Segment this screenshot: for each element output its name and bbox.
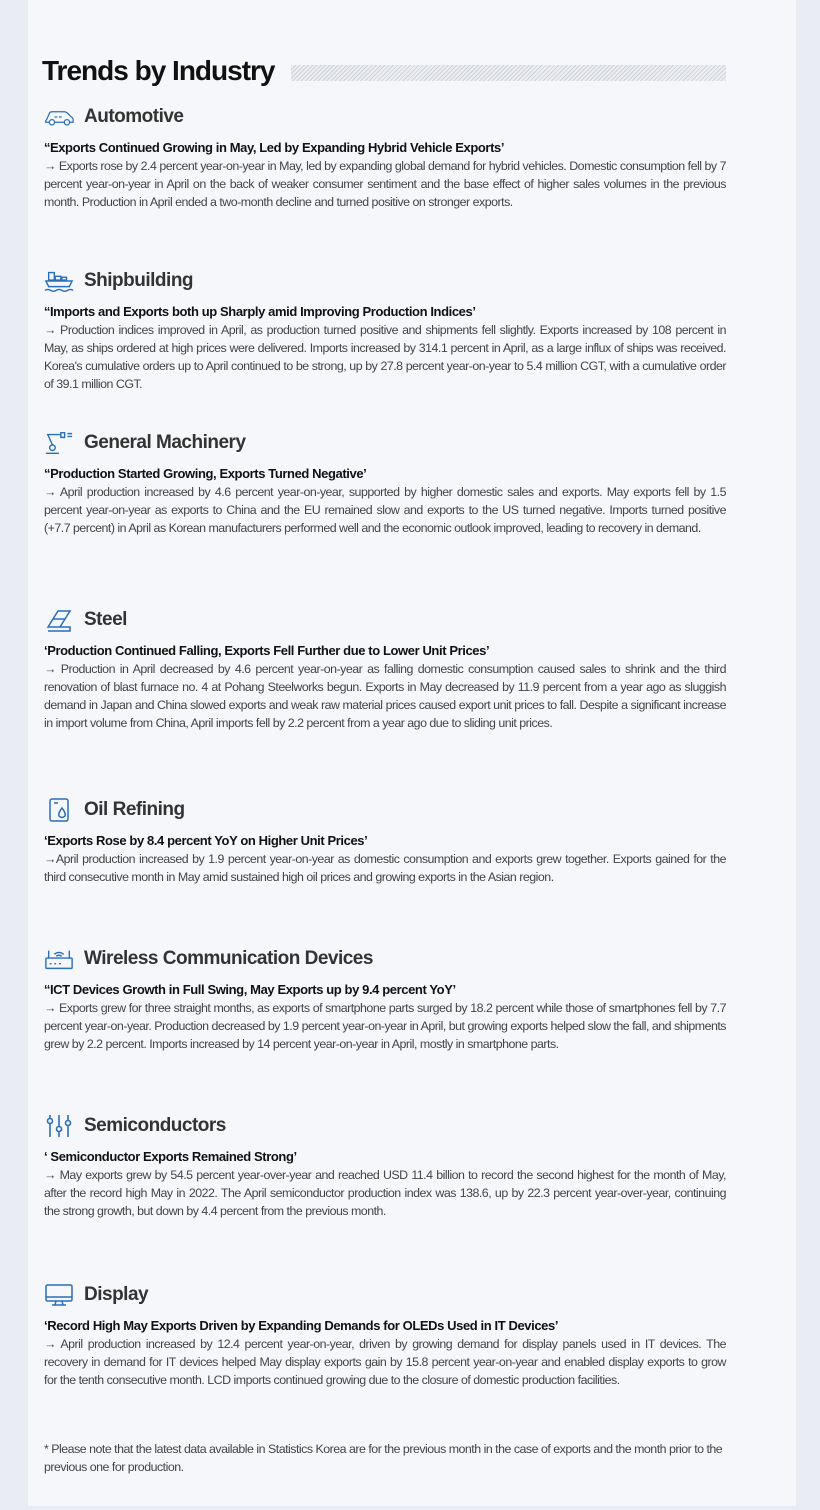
section-steel bbox=[44, 606, 726, 732]
section-subtitle: ‘Exports Rose by 8.4 percent YoY on Higher Unit Prices’ bbox=[44, 833, 368, 848]
section-subtitle: “Production Started Growing, Exports Turned Negative’ bbox=[44, 466, 367, 481]
section-header bbox=[44, 267, 726, 295]
section-body: →April production increased by 1.9 percent year-on-year as domestic consumption and exports grew together. Exports gained for the third consecutive month in May amid sustained high oil prices and growing exports in the Asian region. bbox=[44, 852, 726, 884]
section-title: Steel bbox=[84, 609, 127, 630]
section-body: → Production in April decreased by 4.6 percent year-on-year as falling domestic consumption caused sales to shrink and the third renovation of blast furnace no. 4 at Pohang Steelworks begun. Exports in May decreased by 11.9 percent from a year ago as sluggish demand in Japan and China slowed exports and weak raw material prices caused export unit prices to fall. Despite a significant increase in import volume from China, April imports fell by 2.2 percent from a year ago due to sliding unit prices. bbox=[44, 662, 726, 730]
section-title: Oil Refining bbox=[84, 799, 185, 820]
section-body: → Production indices improved in April, as production turned positive and shipments fell slightly. Exports increased by 108 percent in May, as ships ordered at high prices were delivered. Imports increased by 314.1 percent in April, as a large influx of ships was received. Korea's cumulative orders up to April continued to be strong, up by 27.8 percent year-on-year to 5.4 million CGT, with a cumulative order of 39.1 million CGT. bbox=[44, 323, 726, 391]
section-title: Automotive bbox=[84, 106, 184, 127]
section-header bbox=[44, 1112, 726, 1140]
section-title: Semiconductors bbox=[84, 1115, 226, 1136]
section-body: → April production increased by 12.4 percent year-on-year, driven by growing demand for display panels used in IT devices. The recovery in demand for IT devices helped May display exports gain by 15.8 percent year-on-year and enabled display exports to grow for the tenth consecutive month. LCD imports continued growing due to the closure of domestic production facilities. bbox=[44, 1337, 726, 1387]
section-wireless-devices bbox=[44, 945, 726, 1053]
section-semiconductors bbox=[44, 1112, 726, 1220]
section-title: Display bbox=[84, 1284, 149, 1305]
section-oil-refining bbox=[44, 796, 726, 886]
section-header bbox=[44, 796, 726, 824]
footnote: * Please note that the latest data available in Statistics Korea are for the previous month in the case of exports and the month prior to the previous one for production. bbox=[44, 1442, 723, 1474]
car-icon bbox=[44, 103, 76, 131]
section-header bbox=[44, 1281, 726, 1309]
section-body: → April production increased by 4.6 percent year-on-year, supported by higher domestic sales and exports. May exports fell by 1.5 percent year-on-year as exports to China and the EU remained slow and exports to the US turned negative. Imports turned positive (+7.7 percent) in April as Korean manufacturers performed well and the economic outlook improved, leading to recovery in demand. bbox=[44, 485, 726, 535]
section-subtitle: ‘‘Imports and Exports both up Sharply amid Improving Production Indices’ bbox=[44, 304, 476, 319]
section-header bbox=[44, 429, 726, 457]
section-subtitle: ‘Record High May Exports Driven by Expanding Demands for OLEDs Used in IT Devices’ bbox=[44, 1318, 559, 1333]
router-icon bbox=[44, 945, 76, 973]
section-automotive bbox=[44, 103, 726, 211]
monitor-icon bbox=[44, 1281, 76, 1309]
section-header bbox=[44, 945, 726, 973]
section-display bbox=[44, 1281, 726, 1389]
section-general-machinery bbox=[44, 429, 726, 537]
section-body: → Exports rose by 2.4 percent year-on-year in May, led by expanding global demand for hybrid vehicles. Domestic consumption fell by 7 percent year-on-year in April on the back of weaker consumer sentiment and the base effect of higher sales volumes in the previous month. Production in April ended a two-month decline and turned positive on stronger exports. bbox=[44, 159, 726, 209]
section-header bbox=[44, 103, 726, 131]
section-title: Wireless Communication Devices bbox=[84, 948, 373, 969]
steel-beam-icon bbox=[44, 606, 76, 634]
page-title: Trends by Industry bbox=[42, 55, 275, 86]
section-title: General Machinery bbox=[84, 432, 246, 453]
ship-icon bbox=[44, 267, 76, 295]
title-hatch-decoration bbox=[291, 65, 727, 81]
section-subtitle: ‘‘Exports Continued Growing in May, Led by Expanding Hybrid Vehicle Exports’ bbox=[44, 140, 505, 155]
semiconductor-icon bbox=[44, 1112, 76, 1140]
section-title: Shipbuilding bbox=[84, 270, 194, 291]
section-subtitle: ‘ Semiconductor Exports Remained Strong’ bbox=[44, 1149, 297, 1164]
section-subtitle: ‘‘ICT Devices Growth in Full Swing, May Exports up by 9.4 percent YoY’ bbox=[44, 982, 456, 997]
oil-can-icon bbox=[44, 796, 76, 824]
section-header bbox=[44, 606, 726, 634]
section-shipbuilding bbox=[44, 267, 726, 393]
section-body: → Exports grew for three straight months, as exports of smartphone parts surged by 18.2 percent while those of smartphones fell by 7.7 percent year-on-year. Production decreased by 1.9 percent year-on-year in April, but growing exports helped slow the fall, and shipments grew by 2.2 percent. Imports increased by 14 percent year-on-year in April, mostly in smartphone parts. bbox=[44, 1001, 726, 1051]
section-body: → May exports grew by 54.5 percent year-over-year and reached USD 11.4 billion to record the second highest for the month of May, after the record high May in 2022. The April semiconductor production index was 138.6, up by 22.3 percent year-over-year, continuing the strong growth, but down by 4.4 percent from the previous month. bbox=[44, 1168, 726, 1218]
robot-arm-icon bbox=[44, 429, 76, 457]
section-subtitle: ‘Production Continued Falling, Exports Fell Further due to Lower Unit Prices’ bbox=[44, 643, 490, 658]
page-header bbox=[42, 50, 726, 92]
